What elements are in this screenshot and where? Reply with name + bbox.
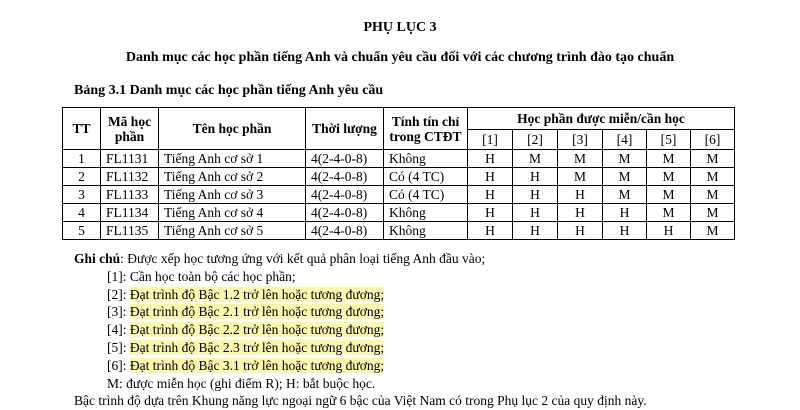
cell-level-5: H — [647, 222, 691, 240]
cell-credits: Không — [384, 150, 468, 168]
cell-level-5: M — [647, 186, 691, 204]
note-key: [6]: — [107, 357, 130, 373]
cell-credits: Không — [384, 222, 468, 240]
cell-name: Tiếng Anh cơ sở 5 — [159, 222, 306, 240]
cell-tt: 4 — [63, 204, 101, 222]
table-row — [63, 222, 735, 240]
cell-level-1: H — [468, 150, 513, 168]
cell-name: Tiếng Anh cơ sở 1 — [159, 150, 306, 168]
notes-label: Ghi chú — [74, 251, 121, 266]
header-tt: TT — [63, 108, 101, 150]
header-level-6: [6] — [691, 130, 735, 150]
cell-level-4: H — [603, 204, 647, 222]
header-group: Học phần được miễn/cần học — [468, 108, 735, 130]
table-row — [63, 168, 735, 186]
header-level-4: [4] — [603, 130, 647, 150]
note-item — [74, 357, 647, 375]
note-key: [1]: — [107, 268, 130, 284]
cell-level-6: M — [691, 204, 735, 222]
header-credits: Tính tín chỉ trong CTĐT — [384, 108, 468, 150]
note-text: Đạt trình độ Bậc 3.1 trở lên hoặc tương đương; — [129, 357, 385, 373]
note-text: Đạt trình độ Bậc 1.2 trở lên hoặc tương đương; — [129, 286, 385, 302]
cell-code: FL1135 — [101, 222, 159, 240]
cell-level-3: M — [558, 150, 603, 168]
cell-level-5: M — [647, 168, 691, 186]
cell-credits: Không — [384, 204, 468, 222]
note-item — [74, 321, 647, 339]
cell-credits: Có (4 TC) — [384, 186, 468, 204]
cell-level-6: M — [691, 150, 735, 168]
note-item — [74, 286, 647, 304]
cell-tt: 1 — [63, 150, 101, 168]
cell-tt: 5 — [63, 222, 101, 240]
cell-level-6: M — [691, 222, 735, 240]
cell-credits: Có (4 TC) — [384, 168, 468, 186]
appendix-heading: PHỤ LỤC 3 — [363, 20, 437, 35]
header-name: Tên học phần — [159, 108, 306, 150]
notes-section — [74, 250, 647, 410]
header-level-3: [3] — [558, 130, 603, 150]
cell-level-3: M — [558, 168, 603, 186]
table-row — [63, 204, 735, 222]
note-item — [74, 339, 647, 357]
cell-duration: 4(2-4-0-8) — [306, 222, 384, 240]
cell-code: FL1134 — [101, 204, 159, 222]
note-item — [74, 303, 647, 321]
notes-intro — [74, 250, 647, 268]
cell-level-1: H — [468, 222, 513, 240]
cell-level-1: H — [468, 168, 513, 186]
cell-level-6: M — [691, 168, 735, 186]
header-level-2: [2] — [513, 130, 558, 150]
note-text: Cần học toàn bộ các học phần; — [129, 268, 296, 284]
header-level-1: [1] — [468, 130, 513, 150]
cell-level-2: H — [513, 186, 558, 204]
cell-code: FL1131 — [101, 150, 159, 168]
cell-level-4: H — [603, 222, 647, 240]
table-caption: Bảng 3.1 Danh mục các học phần tiếng Anh yêu cầu — [74, 83, 384, 98]
course-table — [62, 107, 735, 240]
note-text: Đạt trình độ Bậc 2.1 trở lên hoặc tương đương; — [129, 304, 385, 320]
cell-level-3: H — [558, 222, 603, 240]
cell-level-4: M — [603, 150, 647, 168]
cell-tt: 2 — [63, 168, 101, 186]
appendix-subheading: Danh mục các học phần tiếng Anh và chuẩn yêu cầu đối với các chương trình đào tạo chuẩn — [125, 50, 675, 65]
cell-level-5: M — [647, 150, 691, 168]
cell-code: FL1132 — [101, 168, 159, 186]
cell-level-2: H — [513, 222, 558, 240]
notes-footer: Bậc trình độ dựa trên Khung năng lực ngoại ngữ 6 bậc của Việt Nam có trong Phụ lục 2 của quy định này. — [74, 393, 647, 409]
notes-intro-text: : Được xếp học tương ứng với kết quả phân loại tiếng Anh đầu vào; — [120, 251, 486, 266]
cell-level-1: H — [468, 186, 513, 204]
cell-name: Tiếng Anh cơ sở 2 — [159, 168, 306, 186]
cell-level-5: M — [647, 204, 691, 222]
cell-level-3: H — [558, 186, 603, 204]
cell-level-1: H — [468, 204, 513, 222]
note-key: [3]: — [107, 304, 130, 320]
cell-name: Tiếng Anh cơ sở 4 — [159, 204, 306, 222]
cell-code: FL1133 — [101, 186, 159, 204]
cell-level-2: H — [513, 204, 558, 222]
cell-duration: 4(2-4-0-8) — [306, 168, 384, 186]
header-code: Mã học phần — [101, 108, 159, 150]
note-text: Đạt trình độ Bậc 2.3 trở lên hoặc tương đương; — [129, 339, 385, 355]
note-key: [4]: — [107, 322, 130, 338]
cell-level-4: M — [603, 186, 647, 204]
cell-level-3: H — [558, 204, 603, 222]
note-item — [74, 268, 647, 286]
cell-level-4: M — [603, 168, 647, 186]
header-level-5: [5] — [647, 130, 691, 150]
note-key: [2]: — [107, 286, 130, 302]
cell-level-6: M — [691, 186, 735, 204]
cell-duration: 4(2-4-0-8) — [306, 150, 384, 168]
header-duration: Thời lượng — [306, 108, 384, 150]
cell-level-2: M — [513, 150, 558, 168]
notes-legend: M: được miễn học (ghi điểm R); H: bắt buộc học. — [107, 375, 376, 391]
note-text: Đạt trình độ Bậc 2.2 trở lên hoặc tương đương; — [129, 322, 385, 338]
table-row — [63, 186, 735, 204]
note-key: [5]: — [107, 339, 130, 355]
cell-duration: 4(2-4-0-8) — [306, 186, 384, 204]
table-row — [63, 150, 735, 168]
cell-tt: 3 — [63, 186, 101, 204]
cell-duration: 4(2-4-0-8) — [306, 204, 384, 222]
cell-level-2: H — [513, 168, 558, 186]
cell-name: Tiếng Anh cơ sở 3 — [159, 186, 306, 204]
